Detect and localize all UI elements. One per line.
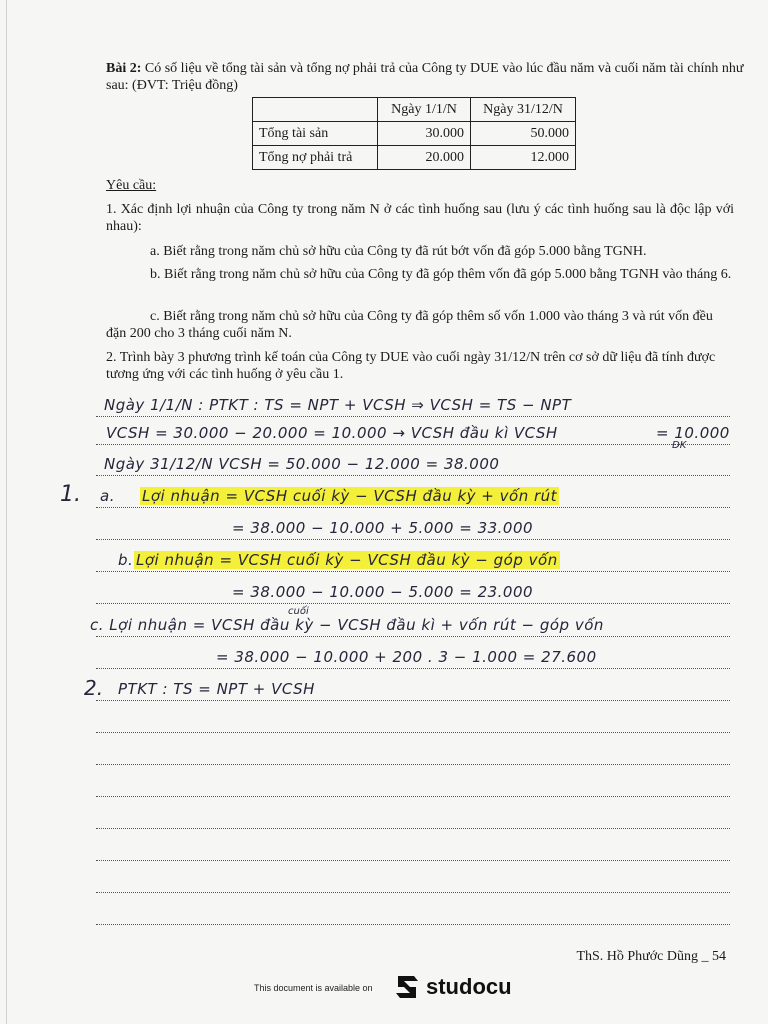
handwritten-text: Ngày 31/12/N VCSH = 50.000 − 12.000 = 38.000 <box>104 455 500 473</box>
handwritten-label: b. <box>118 551 134 569</box>
answer-line-3 <box>96 449 730 476</box>
exercise-intro <box>106 60 746 94</box>
table-row <box>253 146 576 170</box>
availability-note: This document is available on <box>254 983 373 993</box>
table-header: Ngày 1/1/N <box>378 98 471 122</box>
handwritten-text: = 38.000 − 10.000 + 5.000 = 33.000 <box>232 519 534 537</box>
handwritten-number-1: 1. <box>60 482 81 507</box>
table-cell: 50.000 <box>471 122 576 146</box>
answer-line-5 <box>96 513 730 540</box>
answer-line-10 <box>96 674 730 701</box>
question-1c: c. Biết rằng trong năm chủ sở hữu của Công ty đã góp thêm số vốn 1.000 vào tháng 3 và rút vốn đều đặn 200 cho 3 tháng cuối năm N. <box>106 309 713 341</box>
data-table <box>252 97 576 170</box>
question-1: 1. Xác định lợi nhuận của Công ty trong năm N ở các tình huống sau (lưu ý các tình huống sau là độc lập với nhau): <box>106 202 734 234</box>
handwritten-insert: cuối <box>288 606 309 617</box>
handwritten-number-2: 2. <box>84 676 104 700</box>
answer-line-7 <box>96 577 730 604</box>
handwritten-text: Ngày 1/1/N : PTKT : TS = NPT + VCSH ⇒ VCSH = TS − NPT <box>104 396 572 414</box>
handwritten-text: = 38.000 − 10.000 + 200 . 3 − 1.000 = 27.600 <box>216 648 597 666</box>
table-header-row <box>253 98 576 122</box>
handwritten-text: = 10.000 <box>656 424 730 442</box>
table-row <box>253 122 576 146</box>
table-cell: Tổng tài sản <box>253 122 378 146</box>
empty-answer-line <box>96 834 730 861</box>
requirements-heading: Yêu cầu: <box>106 178 157 193</box>
empty-answer-line <box>96 802 730 829</box>
answer-line-9 <box>96 642 730 669</box>
handwritten-label: a. <box>100 487 115 505</box>
empty-answer-line <box>96 706 730 733</box>
table-header <box>253 98 378 122</box>
handwritten-subscript: ĐK <box>672 440 687 451</box>
answer-line-8 <box>90 606 730 637</box>
page-footer: ThS. Hồ Phước Dũng _ 54 <box>576 949 726 964</box>
question-1b: b. Biết rằng trong năm chủ sở hữu của Công ty đã góp thêm vốn đã góp 5.000 bằng TGNH vào tháng 6. <box>150 267 732 282</box>
empty-answer-line <box>96 898 730 925</box>
answer-line-2 <box>96 418 730 451</box>
page-edge <box>6 0 7 1024</box>
exercise-intro-text: Có số liệu về tổng tài sản và tổng nợ phải trả của Công ty DUE vào lúc đầu năm và cuối năm tài chính như sau: (ĐVT: Triệu đồng) <box>106 61 744 93</box>
answer-line-1 <box>96 390 730 417</box>
answer-line-6 <box>96 545 730 572</box>
table-cell: Tổng nợ phải trả <box>253 146 378 170</box>
handwritten-text: c. Lợi nhuận = VCSH đầu kỳ − VCSH đầu kì + vốn rút − góp vốn <box>90 616 604 634</box>
empty-answer-line <box>96 770 730 797</box>
handwritten-text: = 38.000 − 10.000 − 5.000 = 23.000 <box>232 583 534 601</box>
highlighted-formula: Lợi nhuận = VCSH cuối kỳ − VCSH đầu kỳ − góp vốn <box>136 551 558 569</box>
empty-answer-line <box>96 738 730 765</box>
table-cell: 30.000 <box>378 122 471 146</box>
question-2: 2. Trình bày 3 phương trình kế toán của Công ty DUE vào cuối ngày 31/12/N trên cơ sở dữ liệu đã tính được tương ứng với các tình huống ở yêu cầu 1. <box>106 350 716 382</box>
brand-name: studocu <box>426 974 512 999</box>
exercise-label: Bài 2: <box>106 61 142 76</box>
table-header: Ngày 31/12/N <box>471 98 576 122</box>
question-1a: a. Biết rằng trong năm chủ sở hữu của Công ty đã rút bớt vốn đã góp 5.000 bằng TGNH. <box>150 244 647 259</box>
handwritten-text: PTKT : TS = NPT + VCSH <box>118 680 315 698</box>
table-cell: 12.000 <box>471 146 576 170</box>
highlighted-formula: Lợi nhuận = VCSH cuối kỳ − VCSH đầu kỳ + vốn rút <box>142 487 558 505</box>
studocu-logo-icon <box>392 972 422 1002</box>
handwritten-text: VCSH = 30.000 − 20.000 = 10.000 → VCSH đầu kì VCSH <box>106 424 558 442</box>
empty-answer-line <box>96 866 730 893</box>
table-cell: 20.000 <box>378 146 471 170</box>
answer-line-4 <box>96 481 730 508</box>
